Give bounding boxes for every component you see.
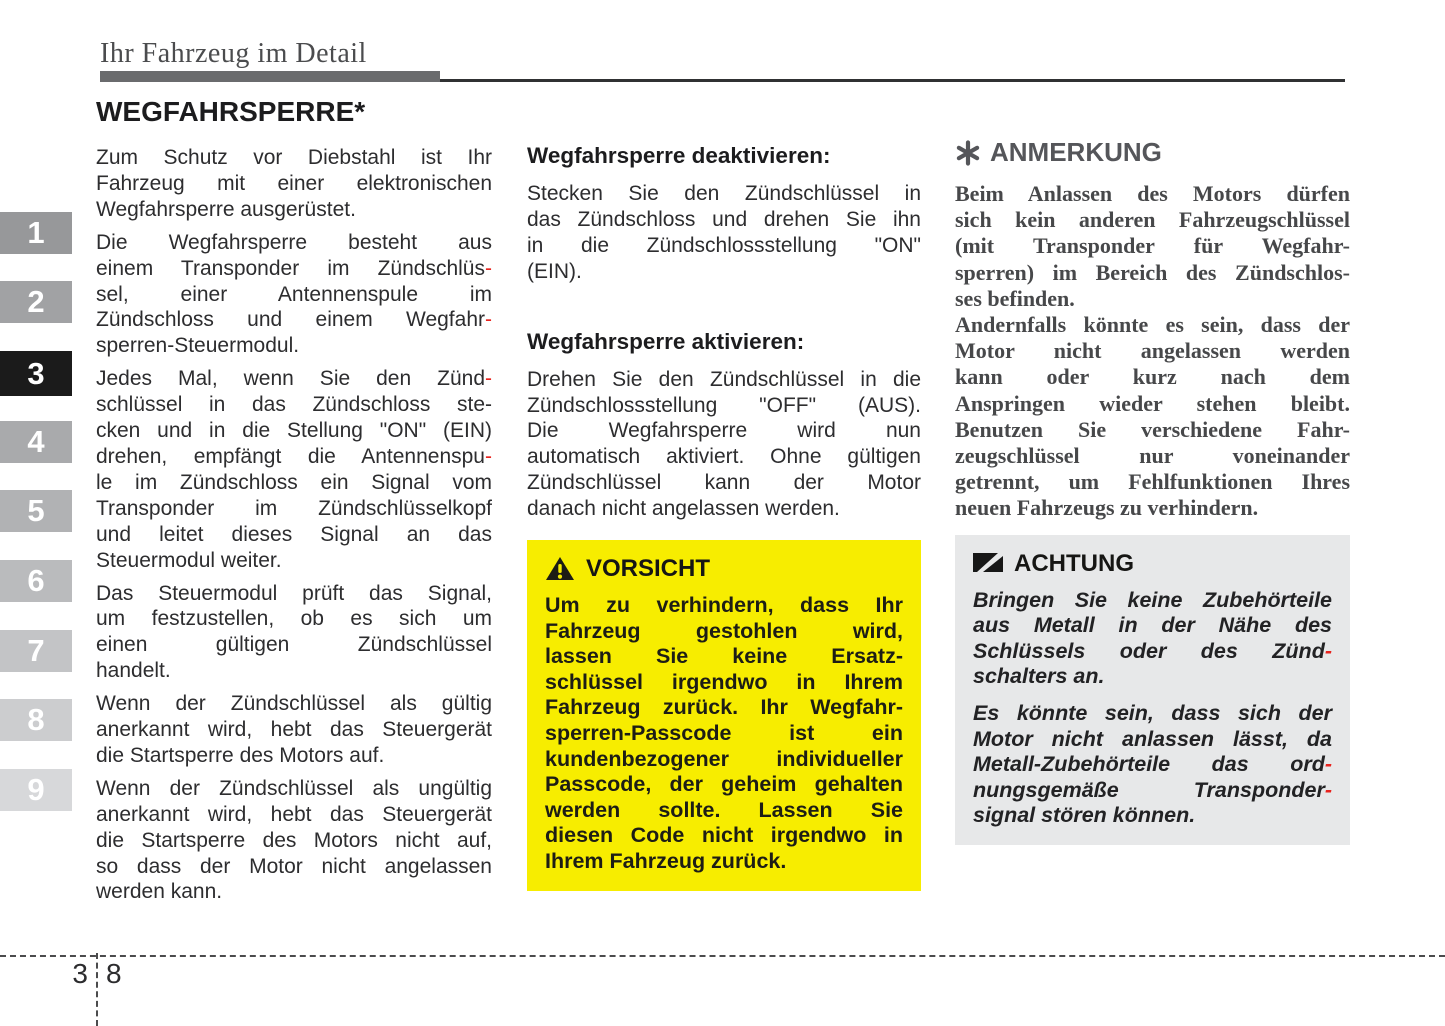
- red-hyphen: -: [485, 256, 492, 280]
- text-line: Ihrem Fahrzeug zurück.: [545, 849, 787, 873]
- text-line: in die Zündschlossstellung "ON": [527, 233, 921, 257]
- caution-box: [527, 540, 921, 891]
- text-line: Wegfahrsperre ausgerüstet.: [96, 197, 356, 221]
- text-line: signal stören können.: [973, 803, 1196, 828]
- paragraph: [96, 691, 492, 769]
- text-line: Wenn der Zündschlüssel als gültig: [96, 692, 492, 716]
- text-line: automatisch aktiviert. Ohne gültigen: [527, 445, 921, 469]
- text-line: ses befinden.: [955, 285, 1075, 311]
- chapter-tab-6: 6: [0, 560, 72, 602]
- chapter-tab-4: 4: [0, 421, 72, 463]
- text-line: handelt.: [96, 659, 171, 683]
- text-line: Motor nicht anlassen lässt, da: [973, 726, 1332, 751]
- text-line: aus Metall in der Nähe des: [973, 613, 1332, 638]
- text-line: werden sollte. Lassen Sie: [545, 797, 903, 822]
- text-line: (EIN).: [527, 259, 582, 283]
- red-hyphen: -: [485, 444, 492, 468]
- warning-triangle-icon: [545, 556, 575, 582]
- text-line: Stecken Sie den Zündschlüssel in: [527, 182, 921, 205]
- chapter-title: Ihr Fahrzeug im Detail: [100, 38, 367, 69]
- chapter-tab-2: 2: [0, 281, 72, 323]
- text-line: lassen Sie keine Ersatz-: [545, 644, 903, 669]
- text-line: um festzustellen, ob es sich um: [96, 607, 492, 631]
- text-line: schalters an.: [973, 664, 1105, 689]
- text-line: Steuermodul weiter.: [96, 548, 282, 572]
- text-line: das Zündschloss und drehen Sie ihn: [527, 207, 921, 231]
- text-line: kann oder kurz nach dem: [955, 364, 1350, 390]
- text-line: getrennt, um Fehlfunktionen Ihres: [955, 469, 1350, 495]
- red-hyphen: -: [485, 308, 492, 332]
- text-line: sel, einer Antennenspule im: [96, 282, 492, 306]
- text-line: so dass der Motor nicht angelassen: [96, 854, 492, 878]
- text-line: Metall-Zubehörteile das ord-: [973, 752, 1332, 777]
- text-line: Um zu verhindern, dass Ihr: [545, 593, 903, 618]
- footer-chapter-number: 3: [72, 958, 88, 989]
- text-line: sperren-Steuermodul.: [96, 334, 300, 358]
- column-left: [96, 96, 492, 912]
- text-line: (mit Transponder für Wegfahr-: [955, 233, 1350, 259]
- text-line: Zündschlossstellung "OFF" (AUS).: [527, 393, 921, 417]
- note-header: [955, 137, 1350, 168]
- chapter-tab-8: 8: [0, 699, 72, 741]
- column-right: [955, 137, 1350, 845]
- text-line: Zündschlüssel kann der Motor: [527, 471, 921, 495]
- text-line: Das Steuermodul prüft das Signal,: [96, 581, 492, 605]
- header-rule: [440, 79, 1345, 82]
- text-line: Benutzen Sie verschiedene Fahr-: [955, 416, 1350, 442]
- text-line: sperren) im Bereich des Zündschlos-: [955, 259, 1350, 285]
- footer-dashed-divider: [96, 953, 98, 1026]
- text-line: Bringen Sie keine Zubehörteile: [973, 587, 1332, 612]
- text-line: Andernfalls könnte es sein, dass der: [955, 312, 1350, 338]
- text-line: Zum Schutz vor Diebstahl ist Ihr: [96, 146, 492, 169]
- text-line: neuen Fahrzeugs zu verhindern.: [955, 495, 1259, 521]
- caution-slash-icon: [973, 553, 1003, 575]
- paragraph: [96, 366, 492, 573]
- paragraph: [545, 593, 903, 875]
- text-line: anerkannt wird, hebt das Steuergerät: [96, 802, 492, 826]
- attention-box-title: ACHTUNG: [1014, 549, 1134, 577]
- caution-box-header: [545, 555, 903, 583]
- subsection-title-deactivate: Wegfahrsperre deaktivieren:: [527, 143, 831, 168]
- attention-box-header: [973, 550, 1332, 578]
- caution-box-title: VORSICHT: [586, 555, 711, 583]
- text-line: einen gültigen Zündschlüssel: [96, 633, 492, 657]
- red-hyphen: -: [1324, 752, 1332, 777]
- text-line: Transponder im Zündschlüsselkopf: [96, 496, 492, 520]
- text-line: Die Wegfahrsperre besteht aus: [96, 230, 492, 254]
- text-line: Beim Anlassen des Motors dürfen: [955, 181, 1350, 206]
- text-line: Fahrzeug gestohlen wird,: [545, 618, 903, 643]
- text-line: Drehen Sie den Zündschlüssel in die: [527, 367, 921, 391]
- text-line: Schlüssels oder des Zünd-: [973, 638, 1332, 663]
- text-line: Fahrzeug mit einer elektronischen: [96, 171, 492, 195]
- text-line: werden kann.: [96, 880, 223, 904]
- paragraph: [973, 701, 1332, 829]
- subsection-title-activate: Wegfahrsperre aktivieren:: [527, 328, 805, 354]
- attention-box: [955, 535, 1350, 845]
- text-line: Es könnte sein, dass sich der: [973, 701, 1332, 726]
- paragraph: [96, 145, 492, 223]
- text-line: Jedes Mal, wenn Sie den Zünd-: [96, 367, 492, 391]
- chapter-tab-7: 7: [0, 630, 72, 672]
- text-line: einem Transponder im Zündschlüs-: [96, 256, 492, 280]
- text-line: diesen Code nicht irgendwo in: [545, 823, 903, 848]
- asterisk-icon: [955, 140, 981, 166]
- title-underline-bar: [100, 71, 440, 82]
- text-line: sperren-Passcode ist ein: [545, 721, 903, 746]
- note-body: [955, 181, 1350, 522]
- footer-dashed-rule: [0, 955, 1445, 957]
- text-line: nungsgemäße Transponder-: [973, 777, 1332, 802]
- paragraph: [96, 230, 492, 360]
- chapter-tab-1: 1: [0, 212, 72, 254]
- text-line: die Startsperre des Motors nicht auf,: [96, 828, 492, 852]
- text-line: schlüssel irgendwo in Ihrem: [545, 669, 903, 694]
- text-line: Motor nicht angelassen werden: [955, 338, 1350, 364]
- red-hyphen: -: [1324, 638, 1332, 663]
- chapter-tab-3: 3: [0, 351, 72, 396]
- text-line: sich kein anderen Fahrzeugschlüssel: [955, 207, 1350, 233]
- text-line: schlüssel in das Zündschloss ste-: [96, 393, 492, 417]
- chapter-tab-9: 9: [0, 769, 72, 811]
- red-hyphen: -: [1324, 777, 1332, 802]
- text-line: le im Zündschloss ein Signal vom: [96, 470, 492, 494]
- text-line: cken und in die Stellung "ON" (EIN): [96, 419, 492, 443]
- text-line: die Startsperre des Motors auf.: [96, 743, 385, 767]
- section-title: WEGFAHRSPERRE*: [96, 96, 366, 127]
- text-line: danach nicht angelassen werden.: [527, 497, 840, 521]
- footer-page-number: 8: [106, 958, 122, 989]
- chapter-tab-5: 5: [0, 490, 72, 532]
- chapter-index-tabs: [0, 0, 72, 1026]
- text-line: Wenn der Zündschlüssel als ungültig: [96, 776, 492, 800]
- paragraph: [955, 181, 1350, 312]
- text-line: Anspringen wieder stehen bleibt.: [955, 390, 1350, 416]
- text-line: zeugschlüssel nur voneinander: [955, 443, 1350, 469]
- paragraph: [96, 776, 492, 906]
- paragraph: [96, 581, 492, 685]
- paragraph: [527, 367, 921, 522]
- text-line: anerkannt wird, hebt das Steuergerät: [96, 718, 492, 742]
- paragraph: [527, 181, 921, 285]
- paragraph: [973, 588, 1332, 690]
- text-line: kundenbezogener individueller: [545, 746, 903, 771]
- text-line: drehen, empfängt die Antennenspu-: [96, 444, 492, 468]
- paragraph: [955, 312, 1350, 522]
- text-line: und leitet dieses Signal an das: [96, 522, 492, 546]
- note-title: ANMERKUNG: [990, 137, 1162, 167]
- text-line: Fahrzeug zurück. Ihr Wegfahr-: [545, 695, 903, 720]
- text-line: Die Wegfahrsperre wird nun: [527, 419, 921, 443]
- red-hyphen: -: [485, 367, 492, 391]
- text-line: Zündschloss und einem Wegfahr-: [96, 308, 492, 332]
- column-middle: [527, 143, 921, 891]
- text-line: Passcode, der geheim gehalten: [545, 772, 903, 797]
